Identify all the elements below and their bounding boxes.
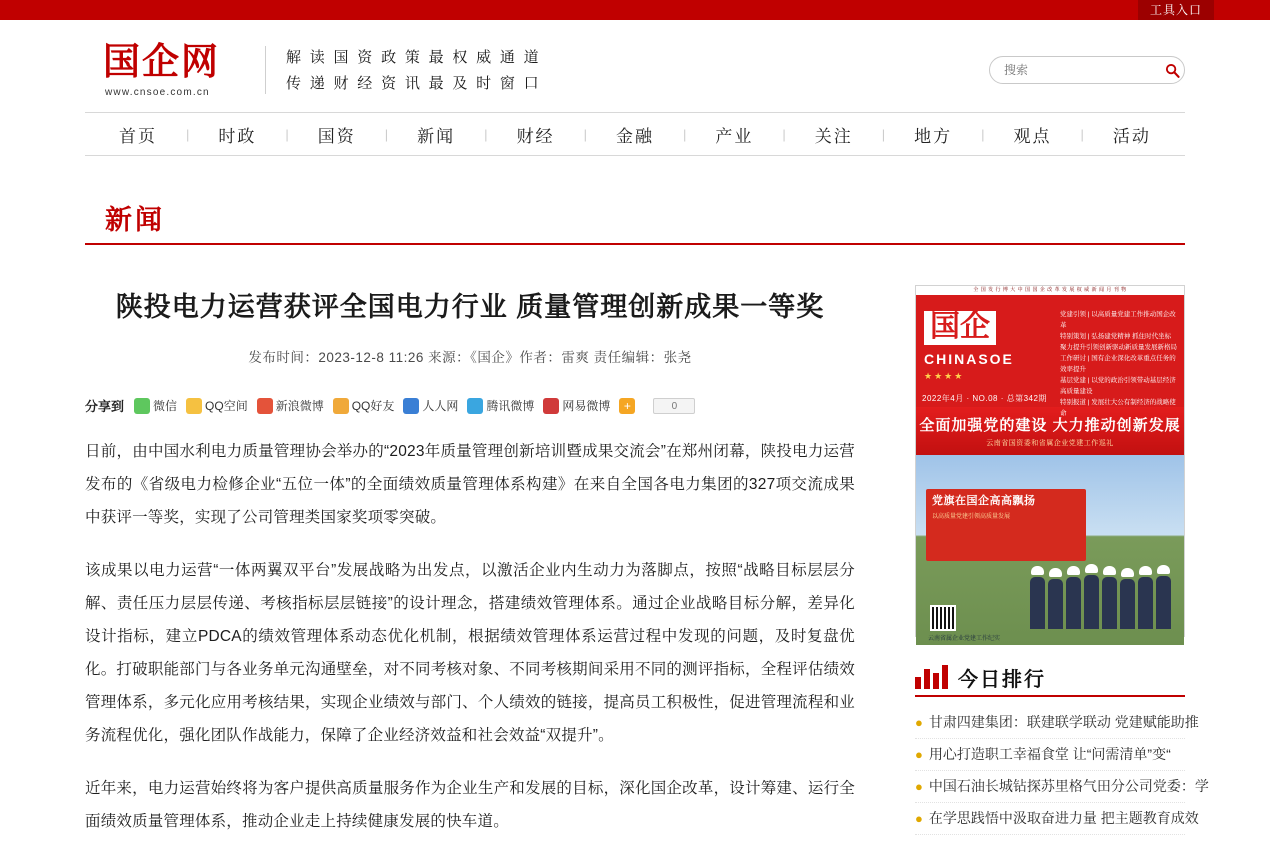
cover-wall-sub: 以高质量党建引领高质量发展	[932, 514, 1011, 520]
today-ranking-header	[915, 663, 1185, 697]
top-utility-bar	[0, 0, 1270, 20]
cover-headline-0: 党建引领 | 以高质量党建工作推动国企改革	[1060, 311, 1176, 329]
today-ranking-title: 今日排行	[958, 667, 1046, 691]
share-count: 0	[653, 398, 695, 414]
plus-icon: +	[619, 398, 635, 414]
content-row	[85, 271, 1209, 838]
site-container	[85, 20, 1209, 838]
article-meta: 发布时间：2023-12-8 11:26 来源：《国企》作者：雷爽 责任编辑：张尧	[248, 350, 692, 365]
masthead	[85, 20, 1185, 112]
bullet-icon: ●	[915, 747, 923, 762]
slogan-line-2: 传 递 财 经 资 讯 最 及 时 窗 口	[286, 74, 541, 92]
ranking-link-0[interactable]: 甘肃四建集团：联建联学联动 党建赋能助推	[928, 714, 1199, 730]
share-weixin-label: 微信	[153, 399, 178, 413]
search-icon[interactable]	[1161, 59, 1183, 81]
ranking-link-1[interactable]: 用心打造职工幸福食堂 让“问需清单”变“	[928, 746, 1171, 762]
nav-item-8[interactable]: 地方	[914, 126, 953, 146]
nav-sep: |	[583, 126, 587, 142]
share-tencent-weibo[interactable]	[467, 397, 534, 414]
article-paragraph-2: 该成果以电力运营“一体两翼双平台”发展战略为出发点，以激活企业内生动力为落脚点，按照“战略目标层层分解、责任压力层层传递、考核指标层层链接”的设计理念，搭建绩效管理体系。通过企业战略目标分解，差异化设计指标，建立PDCA的绩效管理体系动态优化机制，根据绩效管理体系运营过程中发现的问题，及时复盘优化。打破职能部门与各业务单元沟通壁垒，对不同考核对象、不同考核期间采用不同的测评指标，全程评估绩效管理体系，多元化应用考核结果，实现企业绩效与部门、个人绩效的链接，提高员工积极性，促进管理流程和业务流程优化，强化团队作战能力，保障了企业经济效益和社会效益“双提升”。	[85, 562, 855, 744]
tencent-weibo-icon	[467, 398, 483, 414]
sina-weibo-icon	[257, 398, 273, 414]
cover-subtitle: CHINASOE	[924, 351, 1014, 367]
bullet-icon: ●	[915, 779, 923, 794]
qq-friend-icon	[333, 398, 349, 414]
nav-sep: |	[782, 126, 786, 142]
nav-sep: |	[285, 126, 289, 142]
bar-chart-icon	[915, 663, 948, 689]
share-qq-friend[interactable]	[333, 397, 395, 414]
logo-url: www.cnsoe.com.cn	[105, 86, 210, 98]
share-renren-label: 人人网	[422, 399, 459, 413]
search-box[interactable]	[989, 56, 1185, 84]
nav-item-2[interactable]: 国资	[317, 126, 356, 146]
cover-masthead-strip: 全 国 发 行 博 大 中 国 国 企 改 革 发 展 权 威 新 闻 月 刊 物	[916, 286, 1184, 295]
nav-sep: |	[981, 126, 985, 142]
logo-text: 国企网	[103, 39, 220, 84]
page-title: 新闻	[105, 205, 165, 236]
list-item[interactable]	[915, 803, 1199, 835]
nav-item-1[interactable]: 时政	[218, 126, 257, 146]
ranking-link-3[interactable]: 在学思践悟中汲取奋进力量 把主题教育成效	[928, 810, 1199, 826]
slogan-line-1: 解 读 国 资 政 策 最 权 威 通 道	[286, 48, 541, 66]
cover-photo	[916, 455, 1184, 645]
share-qq-label: QQ好友	[351, 399, 395, 413]
share-label: 分享到	[85, 399, 125, 414]
share-sina-label: 新浪微博	[275, 399, 324, 413]
nav-item-9[interactable]: 观点	[1013, 126, 1052, 146]
site-slogan	[286, 44, 541, 96]
list-item[interactable]	[915, 739, 1185, 771]
list-item[interactable]	[915, 707, 1199, 739]
ranking-link-2[interactable]: 中国石油长城钻探苏里格气田分公司党委：学	[928, 778, 1209, 794]
nav-item-7[interactable]: 关注	[814, 126, 853, 146]
cover-band-title: 全面加强党的建设 大力推动创新发展	[919, 417, 1181, 434]
cover-headlines	[1060, 309, 1180, 419]
nav-item-10[interactable]: 活动	[1112, 126, 1151, 146]
nav-item-5[interactable]: 金融	[615, 126, 654, 146]
nav-sep: |	[1080, 126, 1084, 142]
share-netease-label: 网易微博	[562, 399, 611, 413]
bullet-icon: ●	[915, 715, 923, 730]
cover-headline-5: 特别报道 | 发展壮大公有制经济的战略使命	[1060, 399, 1176, 417]
article-paragraph-3: 近年来，电力运营始终将为客户提供高质量服务作为企业生产和发展的目标，深化国企改革，设计筹建、运行全面绩效质量管理体系，推动企业走上持续健康发展的快车道。	[85, 780, 855, 830]
qzone-icon	[186, 398, 202, 414]
search-input[interactable]	[1002, 62, 1161, 78]
cover-top	[916, 295, 1184, 417]
nav-item-0[interactable]: 首页	[119, 126, 157, 146]
share-bar	[85, 396, 855, 415]
sidebar	[915, 271, 1209, 838]
share-qzone[interactable]	[186, 397, 248, 414]
magazine-cover[interactable]	[915, 285, 1185, 642]
article-title: 陕投电力运营获评全国电力行业 质量管理创新成果一等奖	[115, 292, 825, 322]
today-ranking-list	[915, 707, 1209, 835]
nav-item-6[interactable]: 产业	[715, 126, 754, 146]
article	[85, 271, 855, 838]
cover-wall-text: 党旗在国企高高飘扬	[932, 495, 1036, 507]
share-weixin[interactable]	[134, 397, 177, 414]
cover-stars: ★★★★	[924, 371, 965, 381]
section-header	[85, 198, 1185, 245]
nav-sep: |	[384, 126, 389, 142]
cover-photo-people	[1030, 553, 1180, 629]
share-netease-weibo[interactable]	[543, 397, 610, 414]
cover-headline-1: 特别策划 | 弘扬建党精神 抓住时代坐标	[1060, 333, 1172, 340]
cover-headline-3: 工作研讨 | 国有企业深化改革重点任务的效率提升	[1060, 355, 1176, 373]
cover-title: 国企	[924, 311, 996, 345]
cover-photo-wall	[926, 489, 1086, 561]
masthead-divider	[265, 46, 266, 94]
cover-headline-2: 聚力提升引领创新驱动新质量发展新格局	[1060, 344, 1177, 351]
bullet-icon: ●	[915, 811, 923, 826]
renren-icon	[403, 398, 419, 414]
tool-entry-link[interactable]: 工具入口	[1138, 0, 1214, 20]
nav-sep: |	[186, 126, 190, 142]
nav-item-3[interactable]: 新闻	[417, 126, 456, 146]
share-qzone-label: QQ空间	[205, 399, 248, 413]
main-nav	[85, 112, 1185, 156]
nav-sep: |	[881, 126, 886, 142]
cover-band-subtitle: 云南省国资委和省属企业党建工作巡礼	[986, 440, 1114, 447]
nav-sep: |	[682, 126, 687, 142]
site-logo[interactable]	[85, 39, 253, 98]
share-renren[interactable]	[403, 397, 458, 414]
netease-weibo-icon	[543, 398, 559, 414]
share-more[interactable]	[619, 398, 638, 414]
cover-headline-4: 基层党建 | 以党的政治引领带动基层经济高质量建设	[1060, 377, 1176, 395]
share-tencent-label: 腾讯微博	[486, 399, 535, 413]
nav-item-4[interactable]: 财经	[516, 126, 555, 146]
cover-issue: 2022年4月 · NO.08 · 总第342期	[922, 394, 1047, 403]
nav-sep: |	[484, 126, 488, 142]
cover-qr-code	[930, 605, 956, 631]
list-item[interactable]	[915, 771, 1209, 803]
cover-photo-caption: 云南省属企业党建工作纪实	[928, 636, 1001, 642]
weixin-icon	[134, 398, 150, 414]
share-sina-weibo[interactable]	[257, 397, 324, 414]
article-paragraph-1: 日前，由中国水利电力质量管理协会举办的“2023年质量管理创新培训暨成果交流会”在郑州闭幕，陕投电力运营发布的《省级电力检修企业“五位一体”的全面绩效质量管理体系构建》在来自全国各电力集团的327项交流成果中获评一等奖，实现了公司管理类国家奖项零突破。	[85, 443, 855, 526]
